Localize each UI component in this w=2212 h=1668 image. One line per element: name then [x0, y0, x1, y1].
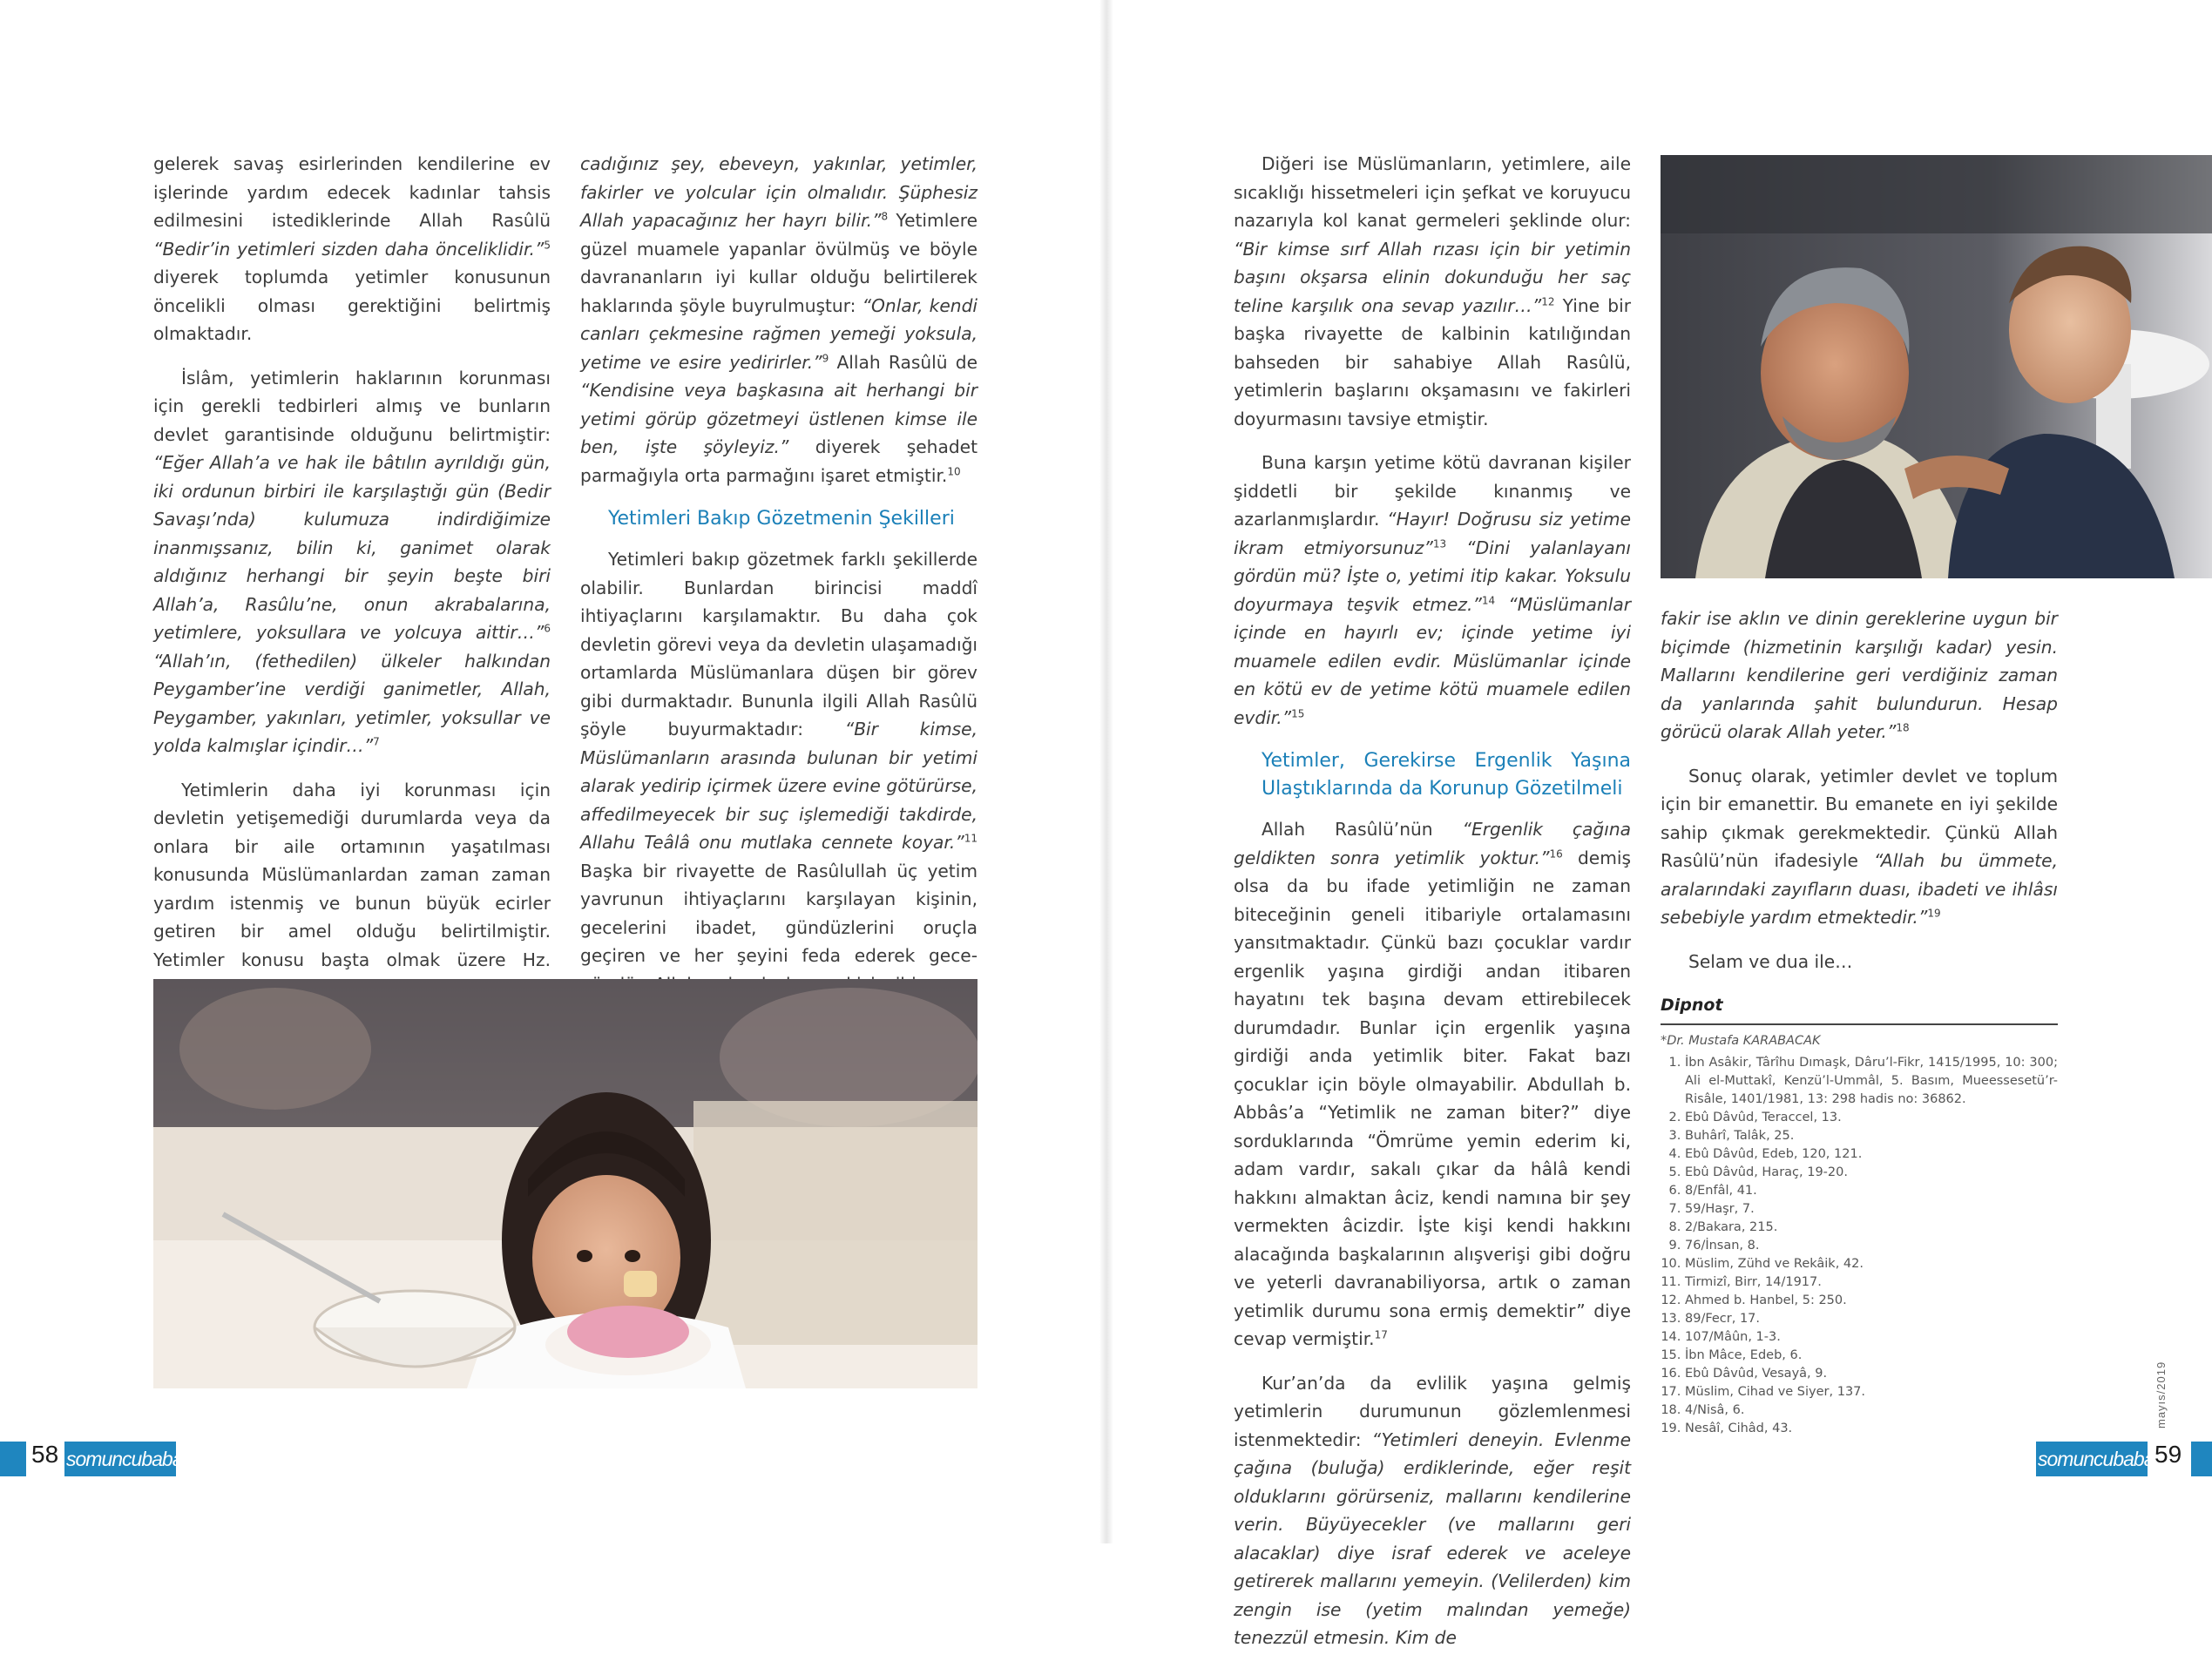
footnote-item: 4. Ebû Dâvûd, Edeb, 120, 121. — [1685, 1145, 2058, 1164]
footnote-title: Dipnot — [1661, 991, 2058, 1025]
page-number: 59 — [2155, 1441, 2182, 1468]
left-column-2 — [580, 150, 977, 1043]
man-and-boy-photo — [1661, 155, 2212, 578]
section-heading: Yetimler, Gerekirse Ergenlik Yaşına Ulaştıklarında da Korunup Gözetilmeli — [1262, 750, 1631, 800]
brand-logo: somuncubaba — [66, 1448, 183, 1470]
page-number-bar — [2191, 1442, 2212, 1476]
paragraph: Diğeri ise Müslümanların, yetimlere, aile sıcaklığı hissetmeleri için şefkat ve koruyucu nazarıyla kol kanat germeleri şeklinde olur: “Bir kimse sırf Allah rızası için bir yetimin başını okşarsa elinin dokunduğu her saç teline karşılık ona sevap yazılır…”$^{12}$ Yine bir başka rivayette de kalbinin katılığından bahseden bir sahabiye Allah Rasûlü, yetimlerin başlarını okşamasını ve fakirleri doyurmasını tavsiye etmiştir. — [1234, 153, 1631, 429]
footnote-item: 10. Müslim, Zühd ve Rekâik, 42. — [1685, 1255, 2058, 1273]
paragraph: Allah Rasûlü’nün “Ergenlik çağına geldikten sonra yetimlik yoktur.”$^{16}$ demiş olsa da bu ifade yetimliğin ne zaman biteceğinin geneli itibariyle ortalamasını yansıtmaktadır. Çünkü bazı çocuklar vardır ergenlik yaşına girdiği andan itibaren hayatını tek başına devam ettirebilecek durumdadır. Bunlar için ergenlik yaşına girdiği anda yetimlik biter. Fakat bazı çocuklar için böyle olmayabilir. Abdullah b. Abbâs’a “Yetimlik ne zaman biter?” diye sorduklarında “Ömrüme yemin ederim ki, adam vardır, sakalı çıkar da hâlâ kendi hakkını almaktan âciz, kendi namına bir şey vermekten âcizdir. İşte kişi kendi hakkını alacağında başkalarının alışverişi gibi doğru ve yeterli davranabiliyorsa, artık o zaman yetimlik durumu sona ermiş demektir” diye cevap vermiştir.$^{17}$ — [1234, 819, 1632, 1349]
footnote-item: 14. 107/Mâûn, 1-3. — [1685, 1328, 2058, 1347]
paragraph: Kur’an’da da evlilik yaşına gelmiş yetimlerin durumunun gözlemlenmesi istenmektedir: “Yetimleri deneyin. Evlenme çağına (buluğa) erdiklerinde, eğer reşit olduklarını görürseniz, mallarını kendilerine verin. Büyüyecekler (ve mallarını geri alacaklar) diye israf ederek ve aceleye getirerek mallarını yemeyin. (Velilerden) kim zengin ise (yetim malından yemeğe) tenezzül etmesin. Kim de — [1234, 1372, 1631, 1648]
footnote-item: 6. 8/Enfâl, 41. — [1685, 1182, 2058, 1200]
footnote-list — [1661, 1054, 2058, 1438]
paragraph: cadığınız şey, ebeveyn, yakınlar, yetimler, fakirler ve yolcular için olmalıdır. Şüphesiz Allah yapacağınız her hayrı bilir.”$^8$ Yetimlere güzel muamele yapanlar övülmüş ve böyle davrananların iyi kullar olduğu belirtilerek haklarında şöyle buyrulmuştur: “Onlar, kendi canları çekmesine rağmen yemeği yoksula, yetime ve esire yedirirler.”$^9$ Allah Rasûlü de “Kendisine veya başkasına ait herhangi bir yetimi görüp gözetmeyi üstlenen kimse ile ben, işte şöyleyiz.” diyerek şehadet parmağıyla orta parmağını işaret etmiştir.$^{10}$ — [580, 153, 977, 486]
footnote-item: 3. Buhârî, Talâk, 25. — [1685, 1127, 2058, 1145]
footnote-item: 1. İbn Asâkir, Târîhu Dımaşk, Dâru’l-Fikr, 1415/1995, 10: 300; Ali el-Muttakî, Kenzü’l-Ummâl, 5. Basım, Mueessesetü’r-Risâle, 1401/1981, 13: 298 hadis no: 36862. — [1685, 1054, 2058, 1109]
page-number-bar — [0, 1442, 26, 1476]
footnote-item: 2. Ebû Dâvûd, Teraccel, 13. — [1685, 1109, 2058, 1127]
spine-gutter — [1099, 0, 1113, 1543]
footnote-item: 15. İbn Mâce, Edeb, 6. — [1685, 1347, 2058, 1365]
footnote-item: 8. 2/Bakara, 215. — [1685, 1219, 2058, 1237]
right-column-1 — [1234, 150, 1631, 1668]
paragraph: İslâm, yetimlerin haklarının korunması için gerekli tedbirleri almış ve bunların devlet garantisinde olduğunu belirtmiştir: “Eğer Allah’a ve hak ile bâtılın ayrıldığı gün, iki ordunun birbiri ile karşılaştığı gün (Bedir Savaşı’nda) kulumuza indirdiğimize inanmışsanız, bilin ki, ganimet olarak aldığınız herhangi bir şeyin beşte biri Allah’a, Rasûlu’ne, onun akrabalarına, yetimlere, yoksullara ve yolcuya aittir…”$^6$ “Allah’ın, (fethedilen) ülkeler halkından Peygamber’ine verdiği ganimetler, Allah, Peygamber, yakınları, yetimler, yoksullar ve yolda kalmışlar içindir…”$^7$ — [153, 367, 551, 756]
footnote-item: 18. 4/Nisâ, 6. — [1685, 1401, 2058, 1420]
paragraph: Yetimleri bakıp gözetmek farklı şekillerde olabilir. Bunlardan birincisi maddî ihtiyaçlarını karşılamaktır. Bu daha çok devletin görevi veya da devletin ulaşamadığı ortamlarda Müslümanlara düşen bir görev gibi durmaktadır. Bununla ilgili Allah Rasûlü şöyle buyurmaktadır: “Bir kimse, Müslümanların arasında bulunan bir yetimi alarak yedirip içirmek üzere evine götürürse, affedilmeyecek bir suç işlemediği takdirde, Allahu Teâlâ onu mutlaka cennete koyar.”$^{11}$ Başka bir rivayette de Rasûlullah üç yetim yavrunun ihtiyaçlarını karşılayan kişinin, gecelerini ibadet, gündüzlerini oruçla geçiren ve her şeyini feda ederek gece- — [580, 549, 977, 966]
paragraph: fakir ise aklın ve dinin gereklerine uygun bir biçimde (hizmetinin karşılığı kadar) yesin. Mallarını kendilerine geri verdiğiniz zaman da yanlarında şahit bulundurun. Hesap görücü olarak Allah yeter.”$^{18}$ — [1661, 608, 2058, 742]
girl-eating-photo — [153, 979, 977, 1388]
paragraph: gelerek savaş esirlerinden kendilerine ev işlerinde yardım edecek kadınlar tahsis edilmesini istediklerinde Allah Rasûlü “Bedir’in yetimleri sizden daha önceliklidir.”$^5$ diyerek toplumda yetimler konusunun öncelikli olması gerektiğini belirtmiş olmaktadır. — [153, 153, 551, 344]
right-column-2 — [1661, 604, 2058, 1438]
footnote-item: 19. Nesâî, Cihâd, 43. — [1685, 1420, 2058, 1438]
paragraph: Yetimlerin daha iyi korunması için devletin yetişemediği durumlarda veya da onlara bir aile ortamının yaşatılması konusunda Müslümanlardan zaman zaman yardım istenmiş ve bunun büyük ecirler getiren bir amel olduğu belirtilmiştir. Yetimler konusu başta olmak üzere Hz. — [153, 779, 551, 970]
footnote-item: 12. Ahmed b. Hanbel, 5: 250. — [1685, 1292, 2058, 1310]
paragraph: Selam ve dua ile… — [1688, 950, 1853, 972]
footnote-item: 17. Müslim, Cihad ve Siyer, 137. — [1685, 1383, 2058, 1401]
author-note: *Dr. Mustafa KARABACAK — [1661, 1033, 1821, 1048]
footnote-item: 11. Tirmizî, Birr, 14/1917. — [1685, 1273, 2058, 1292]
brand-logo: somuncubaba — [2038, 1448, 2155, 1470]
paragraph: Sonuç olarak, yetimler devlet ve toplum için bir emanettir. Bu emanete en iyi şekilde sahip çıkmak gerekmektedir. Çünkü Allah Rasûlü’nün ifadesiyle “Allah bu ümmete, aralarındaki zayıfların duası, ibadeti ve ihlâsı sebebiyle yardım etmektedir.”$^{19}$ — [1661, 765, 2059, 928]
page-number: 58 — [31, 1441, 59, 1468]
footnotes — [1661, 1032, 2058, 1438]
footnote-item: 9. 76/İnsan, 8. — [1685, 1237, 2058, 1255]
issue-date: mayıs/2019 — [2155, 1361, 2168, 1428]
footnote-item: 13. 89/Fecr, 17. — [1685, 1310, 2058, 1328]
section-heading: Yetimleri Bakıp Gözetmenin Şekilleri — [608, 508, 955, 530]
footnote-item: 7. 59/Haşr, 7. — [1685, 1200, 2058, 1219]
footnote-item: 16. Ebû Dâvûd, Vesayâ, 9. — [1685, 1365, 2058, 1383]
paragraph: Buna karşın yetime kötü davranan kişiler şiddetli bir şekilde kınanmış ve azarlanmışlardır. “Hayır! Doğrusu siz yetime ikram etmiyorsunuz”$^{13}$ “Dini yalanlayanı gördün mü? İşte o, yetimi itip kakar. Yoksulu doyurmaya teşvik etmez.”$^{14}$ “Müslümanlar içinde en hayırlı ev; içinde yetime iyi muamele edilen evdir. Müslümanlar içinde en kötü ev de yetime kötü muamele edilen evdir.”$^{15}$ — [1234, 452, 1631, 728]
footnote-item: 5. Ebû Dâvûd, Haraç, 19-20. — [1685, 1164, 2058, 1182]
